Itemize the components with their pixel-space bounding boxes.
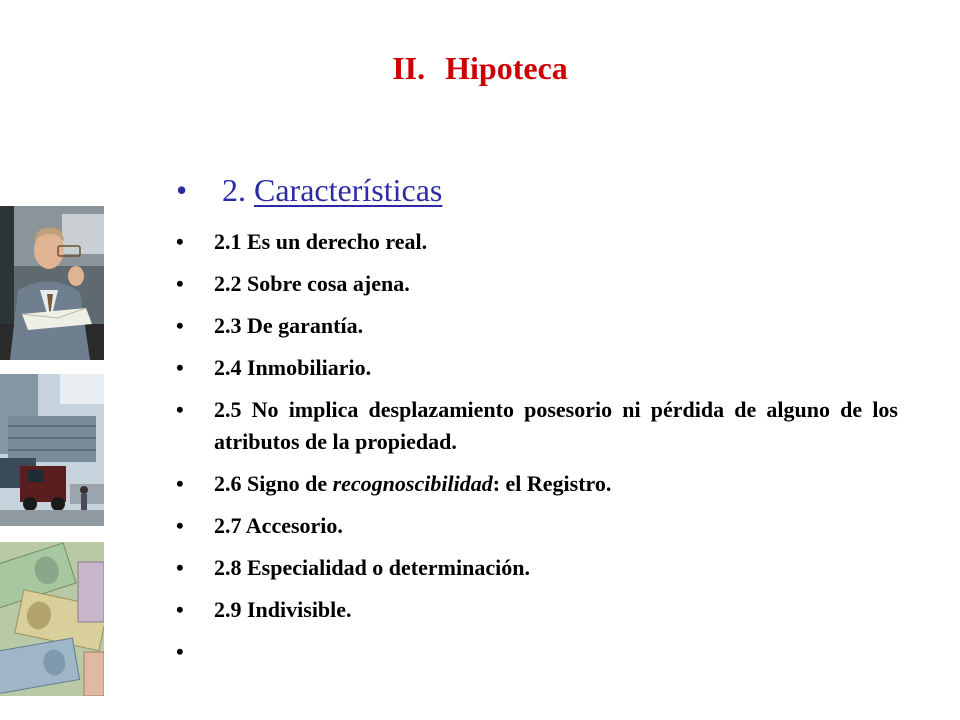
item-text: 2.9 Indivisible. (214, 597, 352, 622)
list-item (176, 468, 898, 500)
businessman-photo (0, 206, 104, 360)
bullet: • (176, 513, 184, 538)
item-text: 2.4 Inmobiliario. (214, 355, 372, 380)
heading-bullet: • (176, 172, 188, 208)
title-number: II. (392, 50, 426, 86)
slide-title (0, 44, 960, 92)
heading-number: 2. (222, 172, 246, 208)
section-heading (176, 166, 442, 214)
list-item (176, 268, 898, 300)
item-text: 2.8 Especialidad o determinación. (214, 555, 530, 580)
list-item (176, 352, 898, 384)
item-text-suffix: : el Registro. (492, 471, 612, 496)
list-item (176, 226, 898, 258)
item-text-prefix: 2.6 Signo de (214, 471, 333, 496)
bullet: • (176, 555, 184, 580)
title-text: Hipoteca (445, 50, 568, 86)
item-text: 2.3 De garantía. (214, 313, 364, 338)
caracteristicas-link[interactable]: Características (254, 172, 443, 208)
characteristics-list (176, 226, 898, 664)
bullet: • (176, 597, 184, 622)
bullet: • (176, 313, 184, 338)
bullet: • (176, 229, 184, 254)
bullet: • (176, 639, 184, 664)
item-text: 2.2 Sobre cosa ajena. (214, 271, 410, 296)
bullet: • (176, 355, 184, 380)
bullet: • (176, 271, 184, 296)
cargo-truck-photo (0, 374, 104, 526)
item-text: 2.5 No implica desplazamiento posesorio ni pérdida de alguno de los atributos de la propiedad. (214, 397, 898, 454)
list-item (176, 552, 898, 584)
list-item (176, 594, 898, 626)
list-item (176, 310, 898, 342)
bullet: • (176, 397, 184, 422)
bullet: • (176, 471, 184, 496)
item-text (214, 471, 611, 496)
item-text: 2.1 Es un derecho real. (214, 229, 428, 254)
list-item (176, 510, 898, 542)
list-item (176, 394, 898, 458)
banknotes-photo (0, 542, 104, 696)
item-text: 2.7 Accesorio. (214, 513, 343, 538)
item-text-italic: recognoscibilidad (332, 471, 493, 496)
